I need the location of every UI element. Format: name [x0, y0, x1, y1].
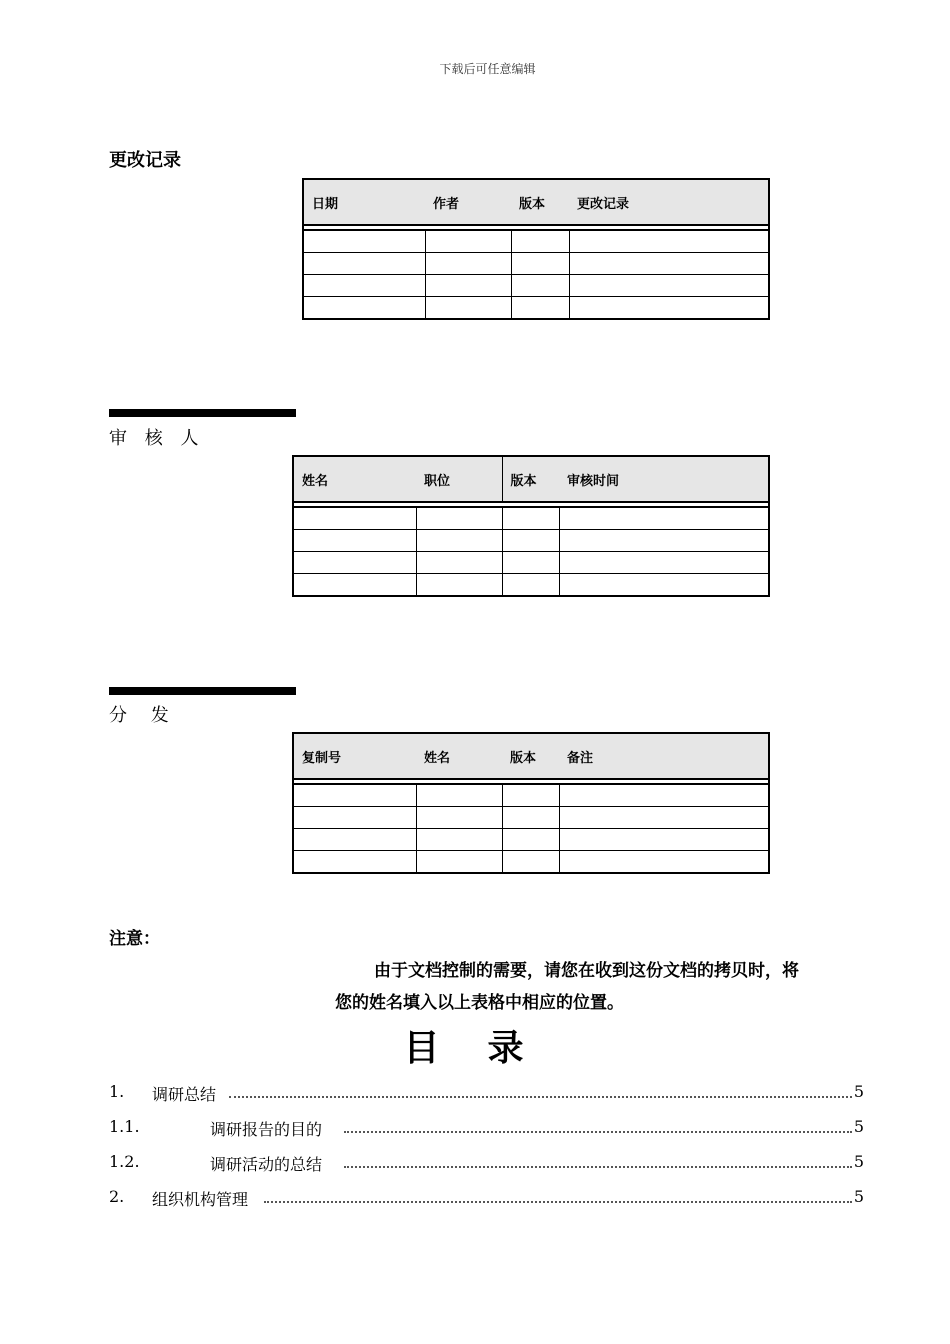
toc-item-page: 5	[853, 1152, 864, 1171]
table-cell[interactable]	[569, 297, 769, 320]
toc-item-label: 调研报告的目的	[210, 1117, 324, 1140]
table-row	[293, 507, 769, 530]
change-log-title: 更改记录	[109, 150, 181, 171]
toc-leader	[344, 1131, 852, 1133]
table-row	[293, 530, 769, 552]
table-cell[interactable]	[502, 552, 559, 574]
table-header-row	[293, 456, 769, 502]
table-cell[interactable]	[511, 297, 569, 320]
table-cell[interactable]	[502, 507, 559, 530]
toc-item[interactable]	[109, 1117, 864, 1141]
table-cell[interactable]	[559, 552, 769, 574]
table-row	[293, 851, 769, 874]
toc-item-number: 1.1.	[109, 1117, 140, 1136]
table-cell[interactable]	[502, 574, 559, 597]
toc-title: 目录	[403, 1028, 572, 1069]
table-cell[interactable]	[425, 297, 511, 320]
table-cell[interactable]	[559, 829, 769, 851]
table-cell[interactable]	[416, 574, 502, 597]
table-cell[interactable]	[511, 275, 569, 297]
table-row	[293, 784, 769, 807]
note-line-1: 由于文档控制的需要，请您在收到这份文档的拷贝时，将	[374, 961, 799, 981]
table-cell[interactable]	[511, 230, 569, 253]
table-row	[293, 829, 769, 851]
table-cell[interactable]	[303, 275, 425, 297]
table-cell[interactable]	[293, 530, 416, 552]
table-cell[interactable]	[416, 851, 502, 874]
table-cell[interactable]	[559, 530, 769, 552]
table-cell[interactable]	[416, 784, 502, 807]
table-cell[interactable]	[303, 253, 425, 275]
table-cell[interactable]	[293, 574, 416, 597]
column-header: 姓名	[416, 733, 502, 779]
table-cell[interactable]	[416, 507, 502, 530]
change-log-table	[302, 178, 770, 320]
table-header-row	[293, 733, 769, 779]
table-cell[interactable]	[293, 829, 416, 851]
table-cell[interactable]	[303, 230, 425, 253]
table-cell[interactable]	[569, 275, 769, 297]
column-header: 更改记录	[569, 179, 769, 225]
table-cell[interactable]	[569, 253, 769, 275]
table-cell[interactable]	[569, 230, 769, 253]
table-cell[interactable]	[416, 807, 502, 829]
toc-item-page: 5	[853, 1187, 864, 1206]
table-cell[interactable]	[303, 297, 425, 320]
section-divider-bar	[109, 687, 296, 695]
table-row	[303, 275, 769, 297]
table-cell[interactable]	[502, 829, 559, 851]
table-row	[303, 253, 769, 275]
table-cell[interactable]	[502, 530, 559, 552]
table-row	[293, 807, 769, 829]
toc-item-label: 调研总结	[152, 1082, 218, 1105]
table-row	[303, 297, 769, 320]
toc-item[interactable]	[109, 1152, 864, 1176]
note-label: 注意：	[109, 929, 160, 949]
table-cell[interactable]	[425, 275, 511, 297]
table-cell[interactable]	[559, 574, 769, 597]
distribution-table	[292, 732, 770, 874]
table-header-row	[303, 179, 769, 225]
column-header: 备注	[559, 733, 769, 779]
table-cell[interactable]	[511, 253, 569, 275]
column-header: 版本	[511, 179, 569, 225]
table-cell[interactable]	[502, 851, 559, 874]
toc-item-number: 1.	[109, 1082, 125, 1101]
toc-item-number: 2.	[109, 1187, 125, 1206]
distribution-title: 分 发	[109, 705, 169, 726]
toc-item[interactable]	[109, 1187, 864, 1211]
table-cell[interactable]	[559, 784, 769, 807]
column-header: 版本	[502, 733, 559, 779]
toc-item-label: 调研活动的总结	[210, 1152, 324, 1175]
note-line-2: 您的姓名填入以上表格中相应的位置。	[335, 993, 624, 1013]
table-cell[interactable]	[293, 807, 416, 829]
toc-leader	[264, 1201, 852, 1203]
table-cell[interactable]	[416, 829, 502, 851]
column-header: 姓名	[293, 456, 416, 502]
page-header: 下载后可任意编辑	[439, 62, 536, 76]
toc-leader	[229, 1096, 852, 1098]
table-cell[interactable]	[502, 784, 559, 807]
table-cell[interactable]	[425, 253, 511, 275]
reviewers-title: 审 核 人	[109, 428, 205, 449]
column-header: 日期	[303, 179, 425, 225]
column-header: 审核时间	[559, 456, 769, 502]
reviewers-table	[292, 455, 770, 597]
table-cell[interactable]	[425, 230, 511, 253]
toc-item-number: 1.2.	[109, 1152, 140, 1171]
table-cell[interactable]	[293, 784, 416, 807]
column-header: 复制号	[293, 733, 416, 779]
column-header: 版本	[502, 456, 559, 502]
table-cell[interactable]	[416, 530, 502, 552]
toc-item[interactable]	[109, 1082, 864, 1106]
table-cell[interactable]	[559, 807, 769, 829]
table-row	[293, 552, 769, 574]
table-cell[interactable]	[559, 507, 769, 530]
column-header: 作者	[425, 179, 511, 225]
table-row	[293, 574, 769, 597]
toc-leader	[344, 1166, 852, 1168]
toc-item-label: 组织机构管理	[152, 1187, 250, 1210]
table-cell[interactable]	[559, 851, 769, 874]
table-cell[interactable]	[293, 851, 416, 874]
toc-item-page: 5	[853, 1117, 864, 1136]
section-divider-bar	[109, 409, 296, 417]
table-cell[interactable]	[293, 552, 416, 574]
toc-item-page: 5	[853, 1082, 864, 1101]
column-header: 职位	[416, 456, 502, 502]
table-cell[interactable]	[293, 507, 416, 530]
table-cell[interactable]	[416, 552, 502, 574]
table-row	[303, 230, 769, 253]
table-cell[interactable]	[502, 807, 559, 829]
